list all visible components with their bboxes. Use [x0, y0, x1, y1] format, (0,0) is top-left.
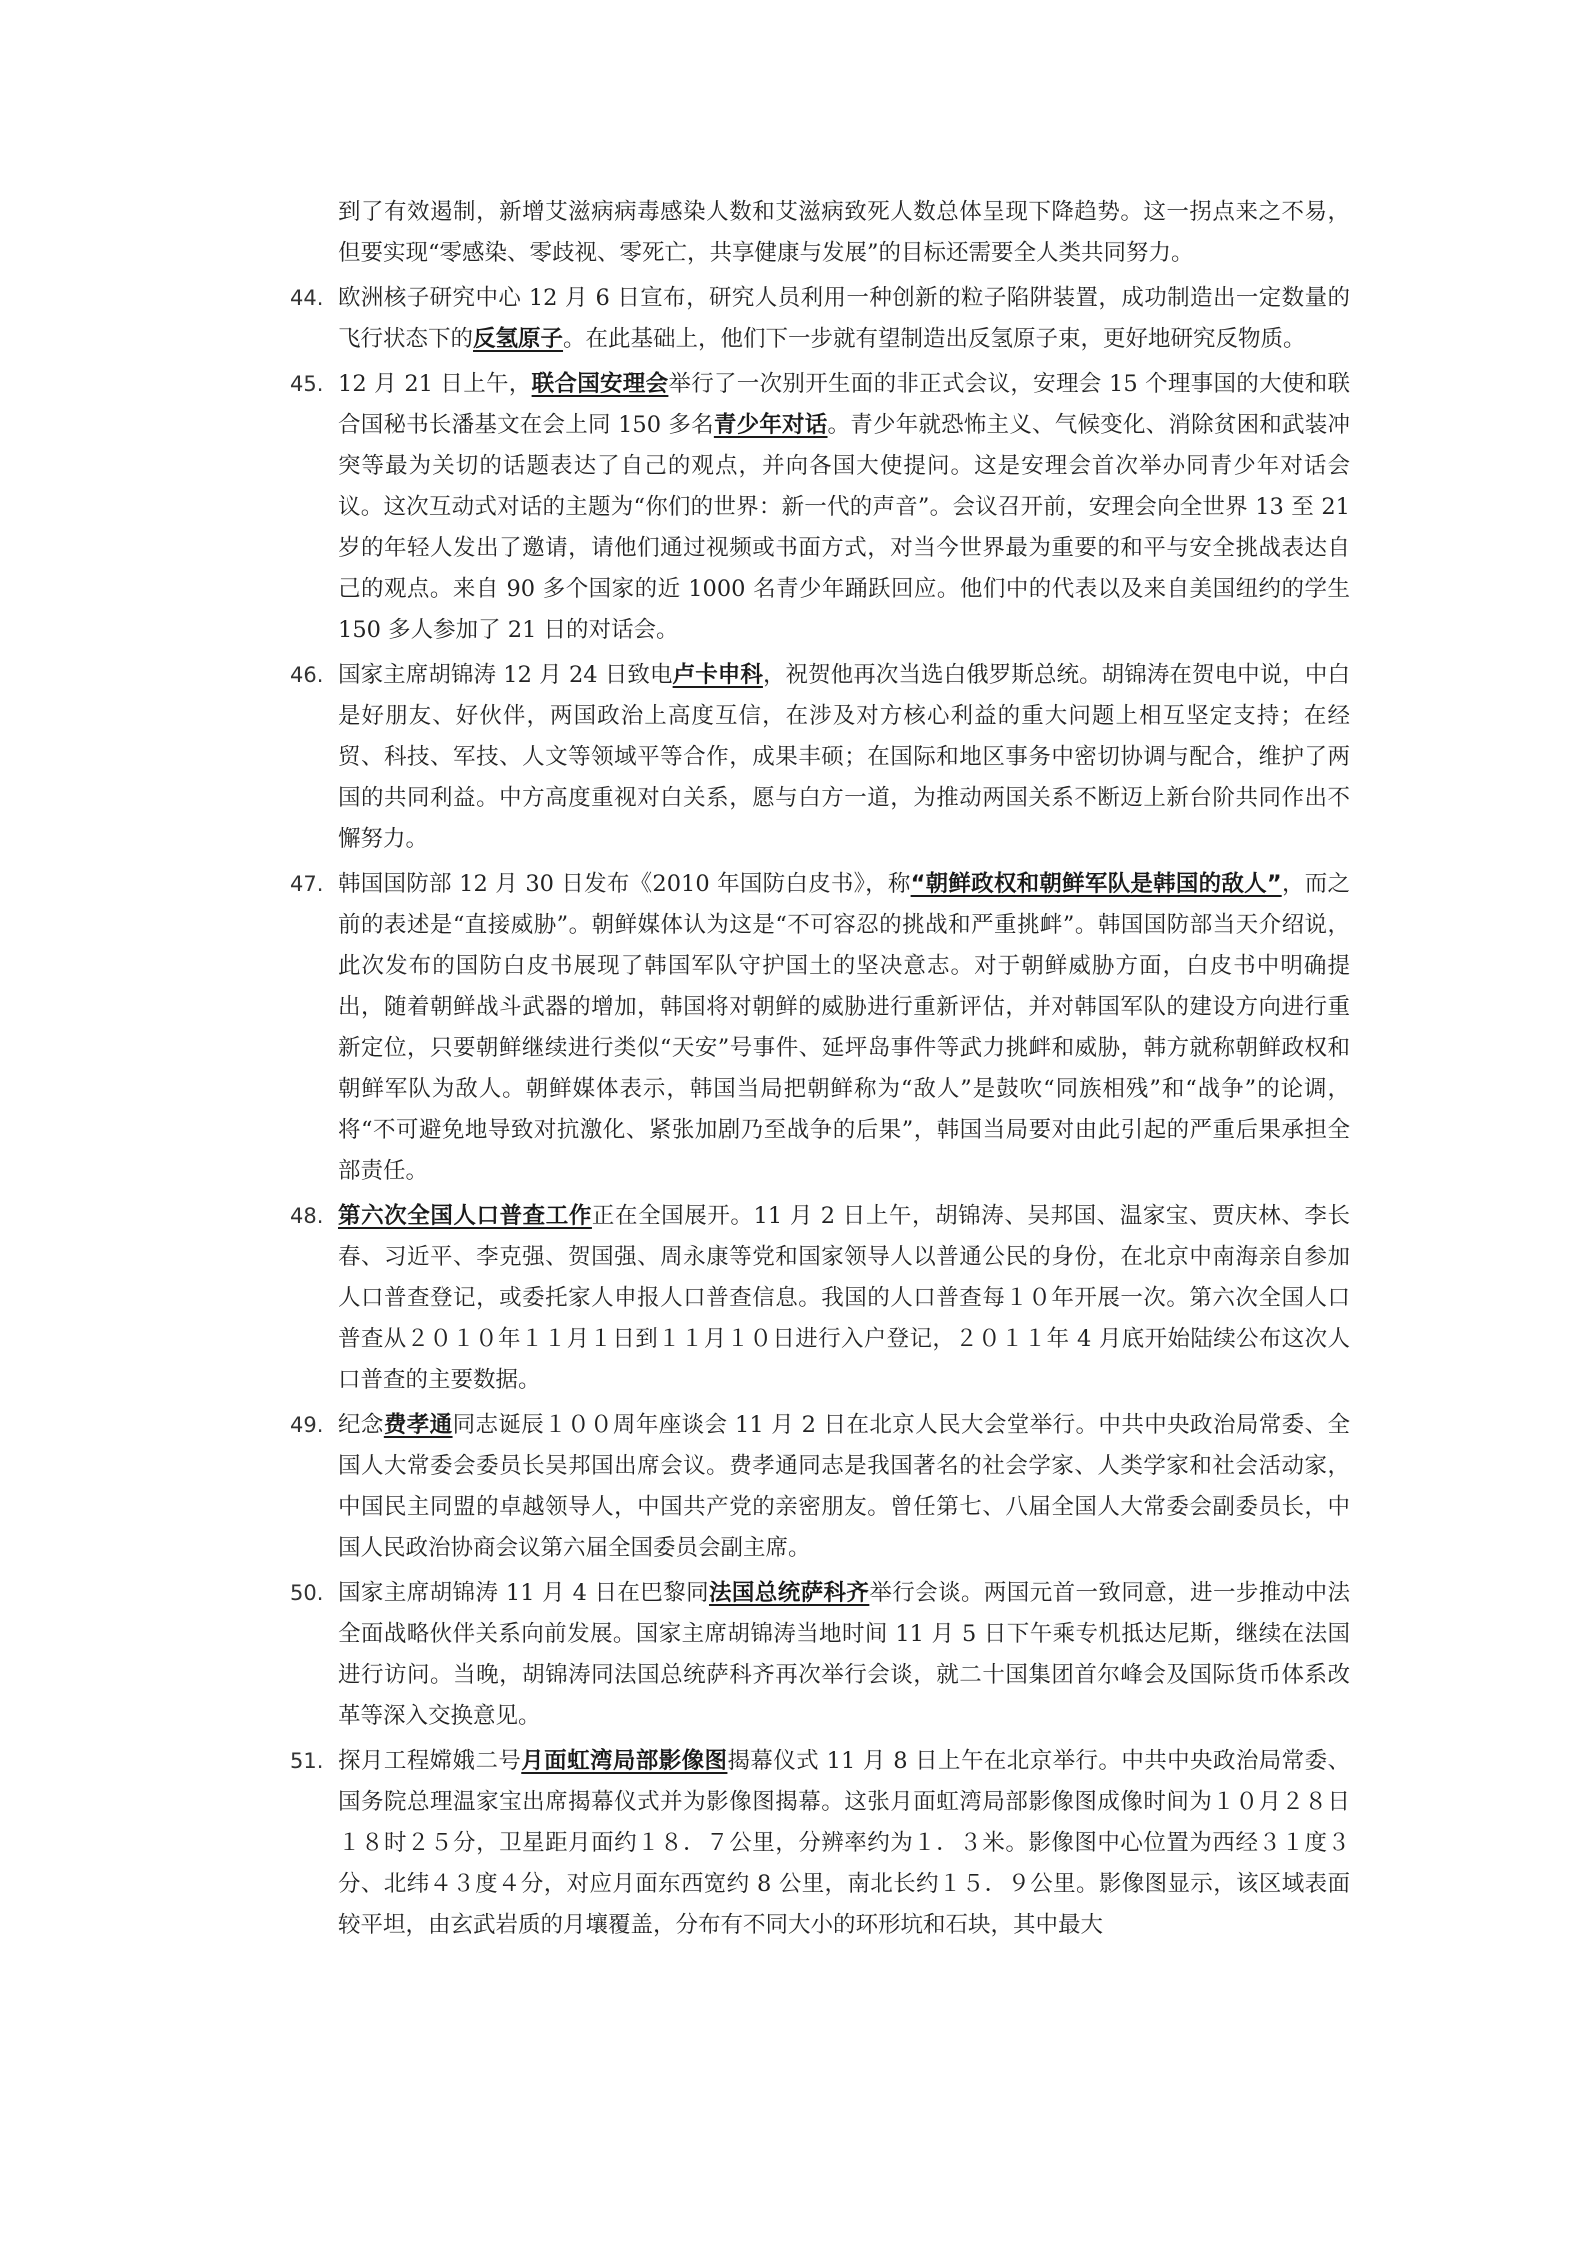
item-text: 纪念 — [338, 1412, 384, 1438]
item-keyword: “朝鲜政权和朝鲜军队是韩国的敌人” — [910, 871, 1282, 897]
item-number: 44. — [290, 286, 324, 310]
item-keyword: 联合国安理会 — [531, 371, 669, 397]
item-text: 举行了一次别开生面的非正式会议，安理会 15 个理事国的大使和联合国秘书长潘基文在会上同 150 多名 — [338, 371, 1350, 438]
continuation-text: 到了有效遏制，新增艾滋病病毒感染人数和艾滋病致死人数总体呈现下降趋势。这一拐点来之不易，但要实现“零感染、零歧视、零死亡，共享健康与发展”的目标还需要全人类共同努力。 — [338, 199, 1350, 266]
item-text: ，祝贺他再次当选白俄罗斯总统。胡锦涛在贺电中说，中白是好朋友、好伙伴，两国政治上高度互信，在涉及对方核心利益的重大问题上相互坚定支持；在经贸、科技、军技、人文等领域平等合作，成果丰硕；在国际和地区事务中密切协调与配合，维护了两国的共同利益。中方高度重视对白关系，愿与白方一道，为推动两国关系不断迈上新台阶共同作出不懈努力。 — [338, 662, 1350, 852]
continuation-paragraph — [290, 192, 1350, 274]
item-number: 47. — [290, 872, 324, 896]
item-keyword: 月面虹湾局部影像图 — [521, 1748, 728, 1774]
news-item-49 — [290, 1405, 1350, 1569]
news-item-46 — [290, 655, 1350, 860]
item-keyword: 第六次全国人口普查工作 — [338, 1203, 592, 1229]
item-text: 。青少年就恐怖主义、气候变化、消除贫困和武装冲突等最为关切的话题表达了自己的观点，并向各国大使提问。这是安理会首次举办同青少年对话会议。这次互动式对话的主题为“你们的世界：新一代的声音”。会议召开前，安理会向全世界 13 至 21 岁的年轻人发出了邀请，请他们通过视频或书面方式，对当今世界最为重要的和平与安全挑战表达自己的观点。来自 90 多个国家的近 1000 名青少年踊跃回应。他们中的代表以及来自美国纽约的学生 150 多人参加了 21 日的对话会。 — [338, 412, 1350, 643]
item-keyword: 青少年对话 — [713, 412, 828, 438]
item-number: 50. — [290, 1581, 324, 1605]
news-item-45 — [290, 364, 1350, 651]
item-number: 48. — [290, 1204, 324, 1228]
item-number: 51. — [290, 1749, 324, 1773]
item-keyword: 费孝通 — [383, 1412, 453, 1438]
item-keyword: 卢卡申科 — [672, 662, 763, 688]
item-text: 国家主席胡锦涛 12 月 24 日致电 — [338, 662, 673, 688]
item-text: 。在此基础上，他们下一步就有望制造出反氢原子束，更好地研究反物质。 — [563, 326, 1306, 352]
item-text: 正在全国展开。11 月 2 日上午，胡锦涛、吴邦国、温家宝、贾庆林、李长春、习近平、李克强、贺国强、周永康等党和国家领导人以普通公民的身份，在北京中南海亲自参加人口普查登记，或委托家人申报人口普查信息。我国的人口普查每１０年开展一次。第六次全国人口普查从２０１０年１１月１日到１１月１０日进行入户登记，２０１１年 4 月底开始陆续公布这次人口普查的主要数据。 — [338, 1203, 1350, 1393]
item-keyword: 反氢原子 — [473, 326, 564, 352]
document-body — [290, 192, 1350, 1950]
item-number: 46. — [290, 663, 324, 687]
item-text: 国家主席胡锦涛 11 月 4 日在巴黎同 — [338, 1580, 709, 1606]
news-item-51 — [290, 1741, 1350, 1946]
item-text: 欧洲核子研究中心 12 月 6 日宣布，研究人员利用一种创新的粒子陷阱装置，成功制造出一定数量的飞行状态下的 — [338, 285, 1350, 352]
item-text: 举行会谈。两国元首一致同意，进一步推动中法全面战略伙伴关系向前发展。国家主席胡锦涛当地时间 11 月 5 日下午乘专机抵达尼斯，继续在法国进行访问。当晚，胡锦涛同法国总统萨科齐再次举行会谈，就二十国集团首尔峰会及国际货币体系改革等深入交换意见。 — [338, 1580, 1350, 1729]
news-item-list — [290, 278, 1350, 1946]
news-item-50 — [290, 1573, 1350, 1737]
item-text: 韩国国防部 12 月 30 日发布《2010 年国防白皮书》，称 — [338, 871, 911, 897]
item-text: 探月工程嫦娥二号 — [338, 1748, 522, 1774]
item-keyword: 法国总统萨科齐 — [708, 1580, 870, 1606]
news-item-47 — [290, 864, 1350, 1192]
item-number: 45. — [290, 372, 324, 396]
news-item-44 — [290, 278, 1350, 360]
item-number: 49. — [290, 1413, 324, 1437]
item-text: 同志诞辰１００周年座谈会 11 月 2 日在北京人民大会堂举行。中共中央政治局常委、全国人大常委会委员长吴邦国出席会议。费孝通同志是我国著名的社会学家、人类学家和社会活动家，中国民主同盟的卓越领导人，中国共产党的亲密朋友。曾任第七、八届全国人大常委会副委员长，中国人民政治协商会议第六届全国委员会副主席。 — [338, 1412, 1350, 1561]
item-text: ，而之前的表述是“直接威胁”。朝鲜媒体认为这是“不可容忍的挑战和严重挑衅”。韩国国防部当天介绍说，此次发布的国防白皮书展现了韩国军队守护国土的坚决意志。对于朝鲜威胁方面，白皮书中明确提出，随着朝鲜战斗武器的增加，韩国将对朝鲜的威胁进行重新评估，并对韩国军队的建设方向进行重新定位，只要朝鲜继续进行类似“天安”号事件、延坪岛事件等武力挑衅和威胁，韩方就称朝鲜政权和朝鲜军队为敌人。朝鲜媒体表示，韩国当局把朝鲜称为“敌人”是鼓吹“同族相残”和“战争”的论调，将“不可避免地导致对抗激化、紧张加剧乃至战争的后果”，韩国当局要对由此引起的严重后果承担全部责任。 — [338, 871, 1350, 1184]
news-item-48 — [290, 1196, 1350, 1401]
item-text: 12 月 21 日上午， — [338, 371, 532, 397]
item-text: 揭幕仪式 11 月 8 日上午在北京举行。中共中央政治局常委、国务院总理温家宝出席揭幕仪式并为影像图揭幕。这张月面虹湾局部影像图成像时间为１０月２８日１８时２５分，卫星距月面约１８．７公里，分辨率约为１．３米。影像图中心位置为西经３１度３分、北纬４３度４分，对应月面东西宽约 8 公里，南北长约１５．９公里。影像图显示，该区域表面较平坦，由玄武岩质的月壤覆盖，分布有不同大小的环形坑和石块，其中最大 — [338, 1748, 1350, 1938]
